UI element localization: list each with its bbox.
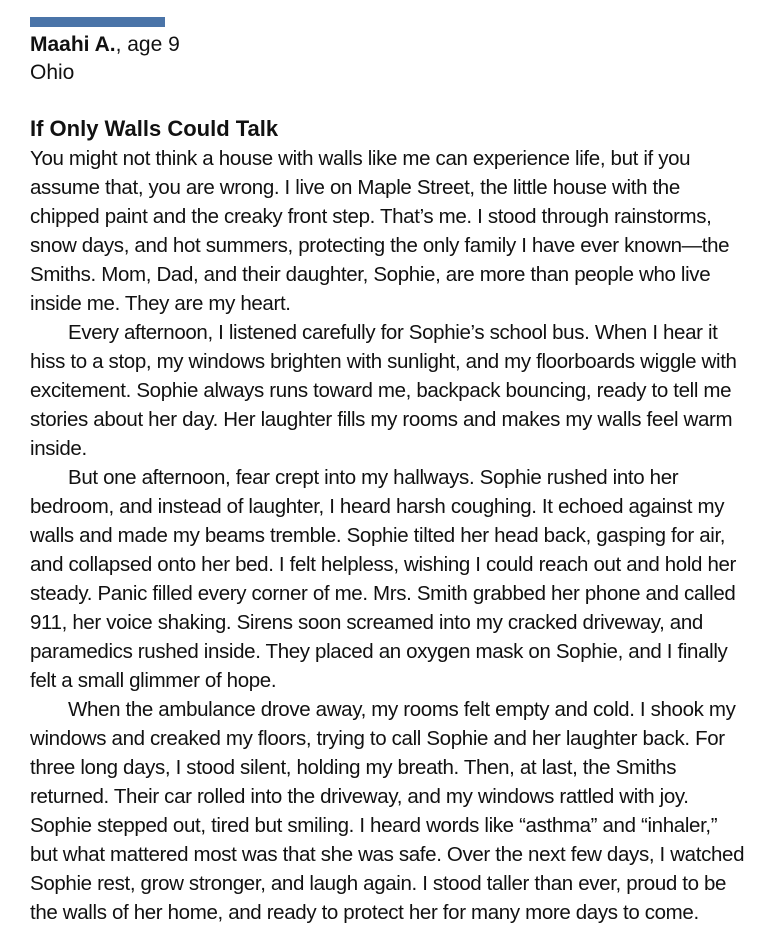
story-title: If Only Walls Could Talk: [30, 116, 279, 141]
author-name-line: [30, 31, 180, 59]
story-paragraph: But one afternoon, fear crept into my hallways. Sophie rushed into her bedroom, and instead of laughter, I heard harsh coughing. It echoed against my walls and made my beams tremble. Sophie tilted her head back, gasping for air, and collapsed onto her bed. I felt helpless, wishing I could reach out and hold her steady. Panic filled every corner of me. Mrs. Smith grabbed her phone and called 911, her voice shaking. Sirens soon screamed into my cracked driveway, and paramedics rushed inside. They placed an oxygen mask on Sophie, and I finally felt a small glimmer of hope.: [30, 466, 737, 692]
author-name: Maahi A.: [30, 33, 116, 56]
story-body: [30, 144, 750, 927]
story-paragraph: Every afternoon, I listened carefully for Sophie’s school bus. When I hear it hiss to a stop, my windows brighten with sunlight, and my floorboards wiggle with excitement. Sophie always runs toward me, backpack bouncing, ready to tell me stories about her day. Her laughter fills my rooms and makes my walls feel warm inside.: [30, 321, 737, 460]
author-byline: [30, 31, 180, 87]
story-paragraph: You might not think a house with walls like me can experience life, but if you assume that, you are wrong. I live on Maple Street, the little house with the chipped paint and the creaky front step. That’s me. I stood through rainstorms, snow days, and hot summers, protecting the only family I have ever known—the Smiths. Mom, Dad, and their daughter, Sophie, are more than people who live inside me. They are my heart.: [30, 147, 730, 315]
story-paragraph: When the ambulance drove away, my rooms felt empty and cold. I shook my windows and creaked my floors, trying to call Sophie and her laughter back. For three long days, I stood silent, holding my breath. Then, at last, the Smiths returned. Their car rolled into the driveway, and my windows rattled with joy. Sophie stepped out, tired but smiling. I heard words like “asthma” and “inhaler,” but what mattered most was that she was safe. Over the next few days, I watched Sophie rest, grow stronger, and laugh again. I stood taller than ever, proud to be the walls of her home, and ready to protect her for many more days to come.: [30, 698, 745, 924]
author-age: , age 9: [115, 33, 180, 56]
accent-bar: [30, 17, 165, 27]
author-location: Ohio: [30, 61, 75, 84]
